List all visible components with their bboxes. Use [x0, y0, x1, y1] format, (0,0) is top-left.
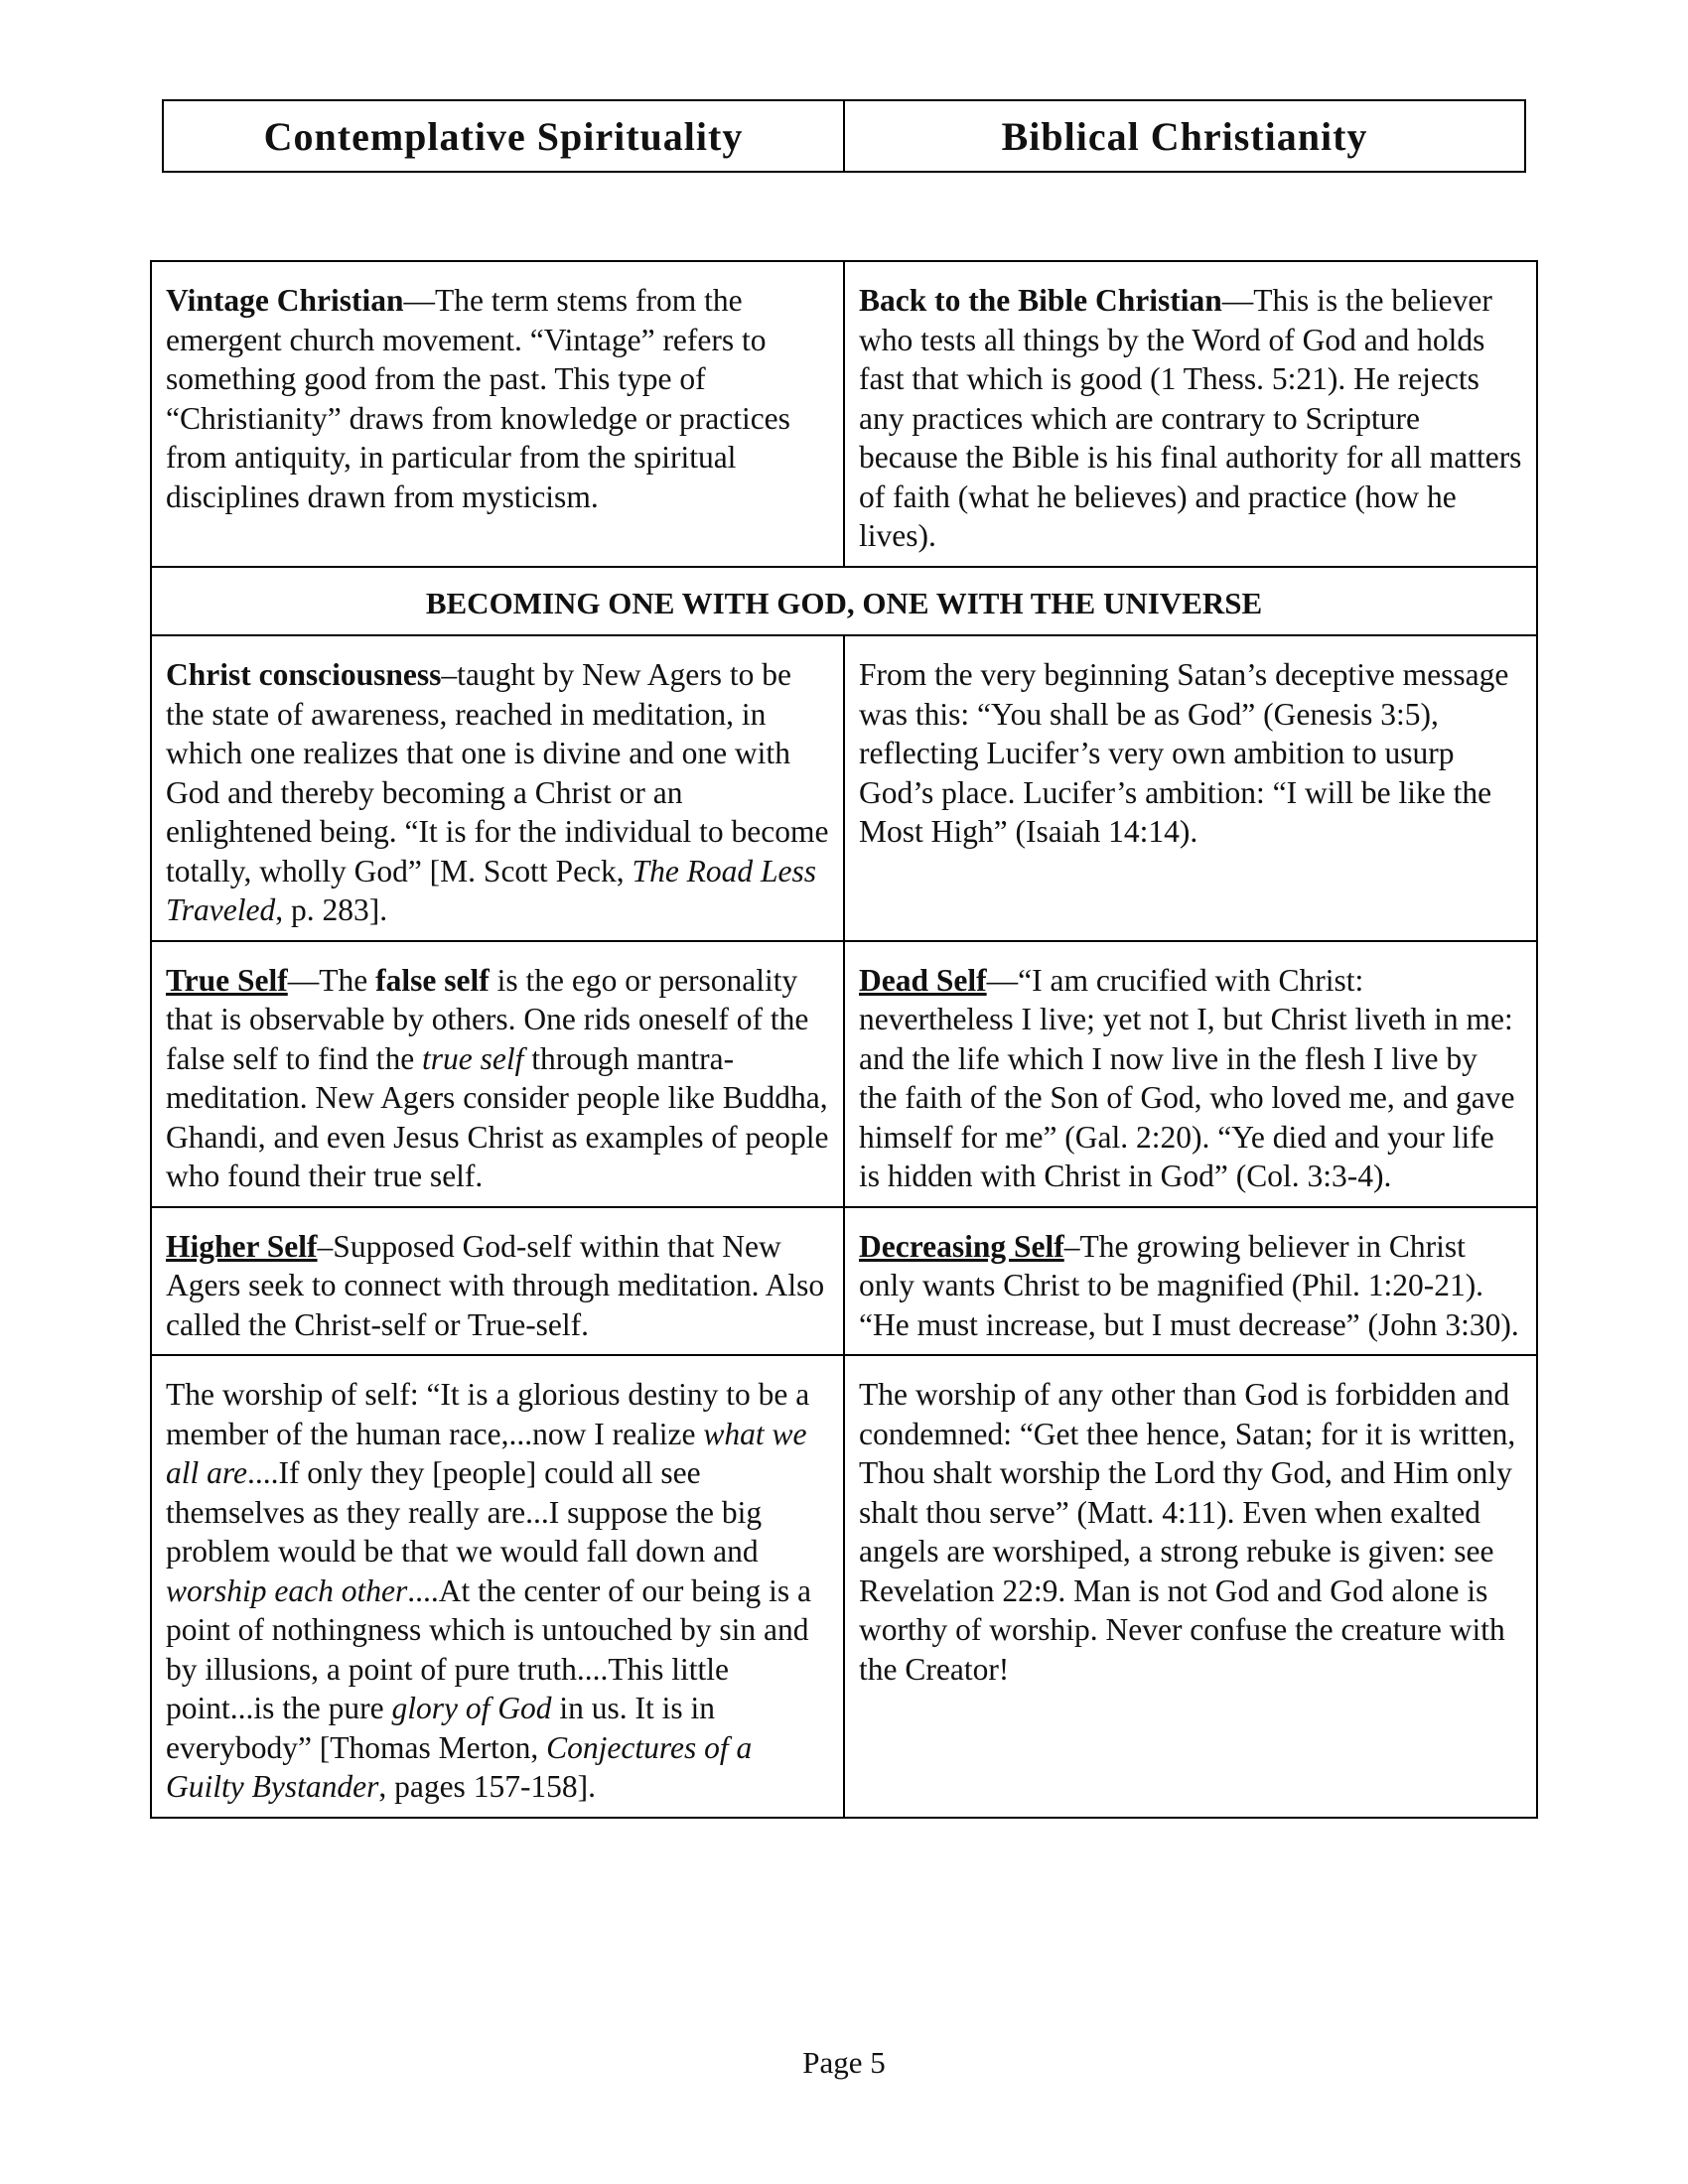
- book-title: The Road Less Traveled: [166, 853, 817, 927]
- citation-tail: , p. 283].: [275, 892, 388, 927]
- text-christ-consciousness: –taught by New Agers to be the state of awareness, reached in meditation, in which one realizes that one is divine and one with God and thereby becoming a Christ or an enlightened being. “It is for the individual to become totally, wholly God” [M. Scott Peck,: [166, 657, 829, 888]
- table-row: [151, 635, 1537, 941]
- text-back-to-bible: —This is the believer who tests all things by the Word of God and holds fast that which is good (1 Thess. 5:21). He rejects any practices which are contrary to Scripture because the Bible is his final authority for all matters of faith (what he believes) and practice (how he lives).: [859, 283, 1522, 553]
- worship-italic-2: worship each other: [166, 1572, 408, 1608]
- text-worship-of-god: The worship of any other than God is forbidden and condemned: “Get thee hence, Satan; for it is written, Thou shalt worship the Lord thy God, and Him only shalt thou serve” (Matt. 4:11). Even when exalted angels are worshiped, a strong rebuke is given: see Revelation 22:9. Man is not God and God alone is worthy of worship. Never confuse the creature with the Creator!: [859, 1377, 1516, 1687]
- cell-dead-self: [844, 941, 1537, 1207]
- header-contemplative: Contemplative Spirituality: [263, 113, 744, 159]
- text-vintage-christian: —The term stems from the emergent church movement. “Vintage” refers to something good from the past. This type of “Christianity” draws from knowledge or practices from antiquity, in particular from the spiritual disciplines drawn from mysticism.: [166, 283, 790, 514]
- term-false-self: false self: [375, 962, 490, 998]
- text-higher-self: –Supposed God-self within that New Agers seek to connect with through meditation. Also called the Christ-self or True-self.: [166, 1228, 825, 1342]
- cell-christ-consciousness: [151, 635, 844, 941]
- table-row: [151, 261, 1537, 567]
- cell-worship-of-god: [844, 1355, 1537, 1818]
- section-heading-row: [151, 567, 1537, 636]
- table-row: [151, 1207, 1537, 1356]
- cell-satan-deception: [844, 635, 1537, 941]
- text-satan-deception: From the very beginning Satan’s deceptive message was this: “You shall be as God” (Genesis 3:5), reflecting Lucifer’s very own ambition to usurp God’s place. Lucifer’s ambition: “I will be like the Most High” (Isaiah 14:14).: [859, 657, 1509, 849]
- column-header: [162, 99, 1526, 173]
- table-row: [151, 941, 1537, 1207]
- cell-higher-self: [151, 1207, 844, 1356]
- text-true-self-2: through mantra-meditation. New Agers consider people like Buddha, Ghandi, and even Jesus Christ as examples of people who found their true self.: [166, 1040, 829, 1193]
- worship-italic-4: Conjectures of a Guilty Bystander: [166, 1729, 753, 1804]
- term-decreasing-self: Decreasing Self: [859, 1228, 1064, 1264]
- worship-text-3: ....At the center of our being is a point of nothingness which is untouched by sin and by illusions, a point of pure truth....This little point...is the pure: [166, 1572, 811, 1725]
- cell-decreasing-self: [844, 1207, 1537, 1356]
- term-higher-self: Higher Self: [166, 1228, 318, 1264]
- worship-italic-1: what we all are: [166, 1416, 807, 1490]
- comparison-table: [150, 260, 1538, 1819]
- header-biblical: Biblical Christianity: [843, 101, 1524, 171]
- text-true-self-1: is the ego or personality that is observable by others. One rids oneself of the false self to find the: [166, 962, 809, 1076]
- term-back-to-bible: Back to the Bible Christian: [859, 283, 1222, 318]
- cell-back-to-bible: [844, 261, 1537, 567]
- term-true-self: True Self: [166, 962, 288, 998]
- worship-text-1: The worship of self: “It is a glorious destiny to be a member of the human race,...now I realize: [166, 1377, 810, 1451]
- worship-text-5: , pages 157-158].: [378, 1769, 597, 1804]
- dash-text: —The: [287, 962, 376, 998]
- cell-true-self: [151, 941, 844, 1207]
- worship-text-4: in us. It is in everybody” [Thomas Merton,: [166, 1691, 715, 1765]
- term-vintage-christian: Vintage Christian: [166, 283, 404, 318]
- worship-italic-3: glory of God: [391, 1691, 552, 1725]
- cell-vintage-christian: [151, 261, 844, 567]
- worship-text-2: ....If only they [people] could all see themselves as they really are...I suppose the big problem would be that we would fall down and: [166, 1455, 763, 1569]
- page-number: Page 5: [802, 2045, 886, 2080]
- text-decreasing-self: –The growing believer in Christ only wants Christ to be magnified (Phil. 1:20-21). “He must increase, but I must decrease” (John 3:30).: [859, 1228, 1519, 1342]
- table-row: [151, 1355, 1537, 1818]
- cell-worship-of-self: [151, 1355, 844, 1818]
- italic-true-self: true self: [422, 1040, 524, 1076]
- text-dead-self: —“I am crucified with Christ: nevertheless I live; yet not I, but Christ liveth in me: and the life which I now live in the flesh I live by the faith of the Son of God, who loved me, and gave himself for me” (Gal. 2:20). “Ye died and your life is hidden with Christ in God” (Col. 3:3-4).: [859, 962, 1515, 1193]
- term-christ-consciousness: Christ consciousness: [166, 657, 442, 692]
- term-dead-self: Dead Self: [859, 962, 987, 998]
- section-heading: BECOMING ONE WITH GOD, ONE WITH THE UNIVERSE: [151, 567, 1537, 636]
